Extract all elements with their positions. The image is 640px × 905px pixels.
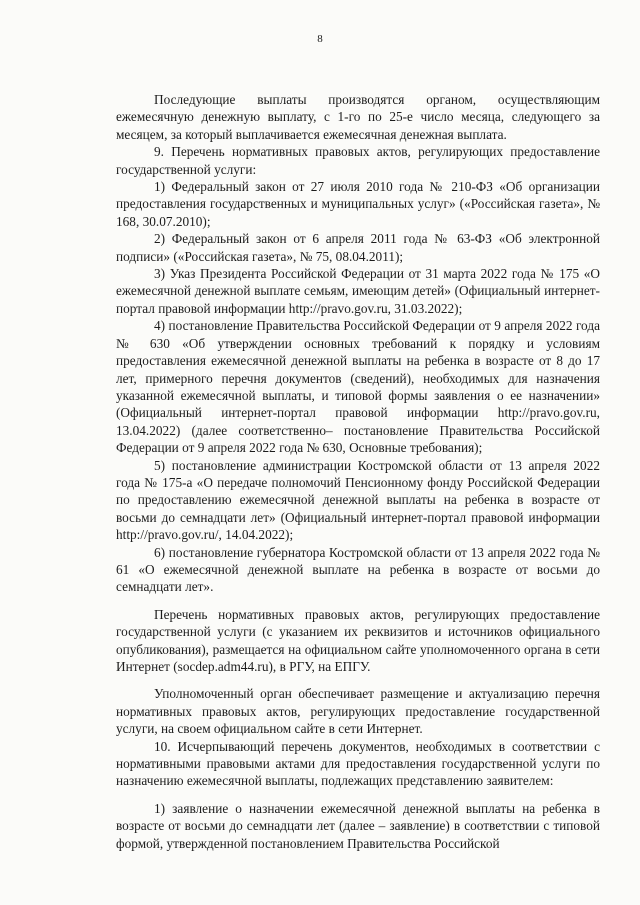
paragraph-document-1: 1) заявление о назначении ежемесячной денежной выплаты на ребенка в возрасте от восьми до семнадцати лет (далее – заявление) в соответствии с типовой формой, утвержденной постановлением Правительства Российской: [116, 800, 600, 851]
paragraph-acts-list-maintenance: Уполномоченный орган обеспечивает размещение и актуализацию перечня нормативных правовых актов, регулирующих предоставление государственной услуги, на своем официальном сайте в сети Интернет.: [116, 686, 600, 737]
page-number: 8: [317, 33, 323, 45]
paragraph-payments-schedule: Последующие выплаты производятся органом, осуществляющим ежемесячную денежную выплату, с 1-го по 25-е число месяца, следующего за месяцем, за который выплачивается ежемесячная денежная выплата.: [116, 92, 600, 142]
paragraph-act-1: 1) Федеральный закон от 27 июля 2010 года № 210-ФЗ «Об организации предоставления государственных и муниципальных услуг» («Российская газета», № 168, 30.07.2010);: [116, 179, 600, 229]
paragraph-act-6: 6) постановление губернатора Костромской области от 13 апреля 2022 года № 61 «О ежемесячной денежной выплате на ребенка в возрасте от восьми до семнадцати лет».: [116, 544, 600, 595]
paragraph-act-4: 4) постановление Правительства Российской Федерации от 9 апреля 2022 года № 630 «Об утверждении основных требований к порядку и условиям предоставления ежемесячной денежной выплаты на ребенка в возрасте от 8 до 17 лет, примерного перечня документов (сведений), необходимых для назначения указанной ежемесячной выплаты, и типовой формы заявления о ее назначении» (Официальный интернет-портал правовой информации http://pravo.gov.ru, 13.04.2022) (далее соответственно– постановление Правительства Российской Федерации от 9 апреля 2022 года № 630, Основные требования);: [116, 318, 600, 456]
paragraph-act-3: 3) Указ Президента Российской Федерации от 31 марта 2022 года № 175 «О ежемесячной денежной выплате семьям, имеющим детей» (Официальный интернет-портал правовой информации http://pravo.gov.ru, 31.03.2022);: [116, 266, 600, 316]
paragraph-acts-list-publication: Перечень нормативных правовых актов, регулирующих предоставление государственной услуги (с указанием их реквизитов и источников официального опубликования), размещается на официальном сайте уполномоченного органа в сети Интернет (socdep.adm44.ru), в РГУ, на ЕПГУ.: [116, 606, 600, 674]
document-body: [116, 91, 600, 852]
paragraph-section-10-heading: 10. Исчерпывающий перечень документов, необходимых в соответствии с нормативными правовыми актами для предоставления государственной услуги по назначению ежемесячной выплаты, подлежащих представлению заявителем:: [116, 738, 600, 789]
paragraph-section-9-heading: 9. Перечень нормативных правовых актов, регулирующих предоставление государственной услуги:: [116, 144, 600, 177]
paragraph-act-2: 2) Федеральный закон от 6 апреля 2011 года № 63-ФЗ «Об электронной подписи» («Российская газета», № 75, 08.04.2011);: [116, 231, 600, 264]
paragraph-act-5: 5) постановление администрации Костромской области от 13 апреля 2022 года № 175-а «О передаче полномочий Пенсионному фонду Российской Федерации по предоставлению ежемесячной денежной выплаты на ребенка в возрасте от восьми до семнадцати лет» (Официальный интернет-портал правовой информации http://pravo.gov.ru/, 14.04.2022);: [116, 457, 600, 543]
